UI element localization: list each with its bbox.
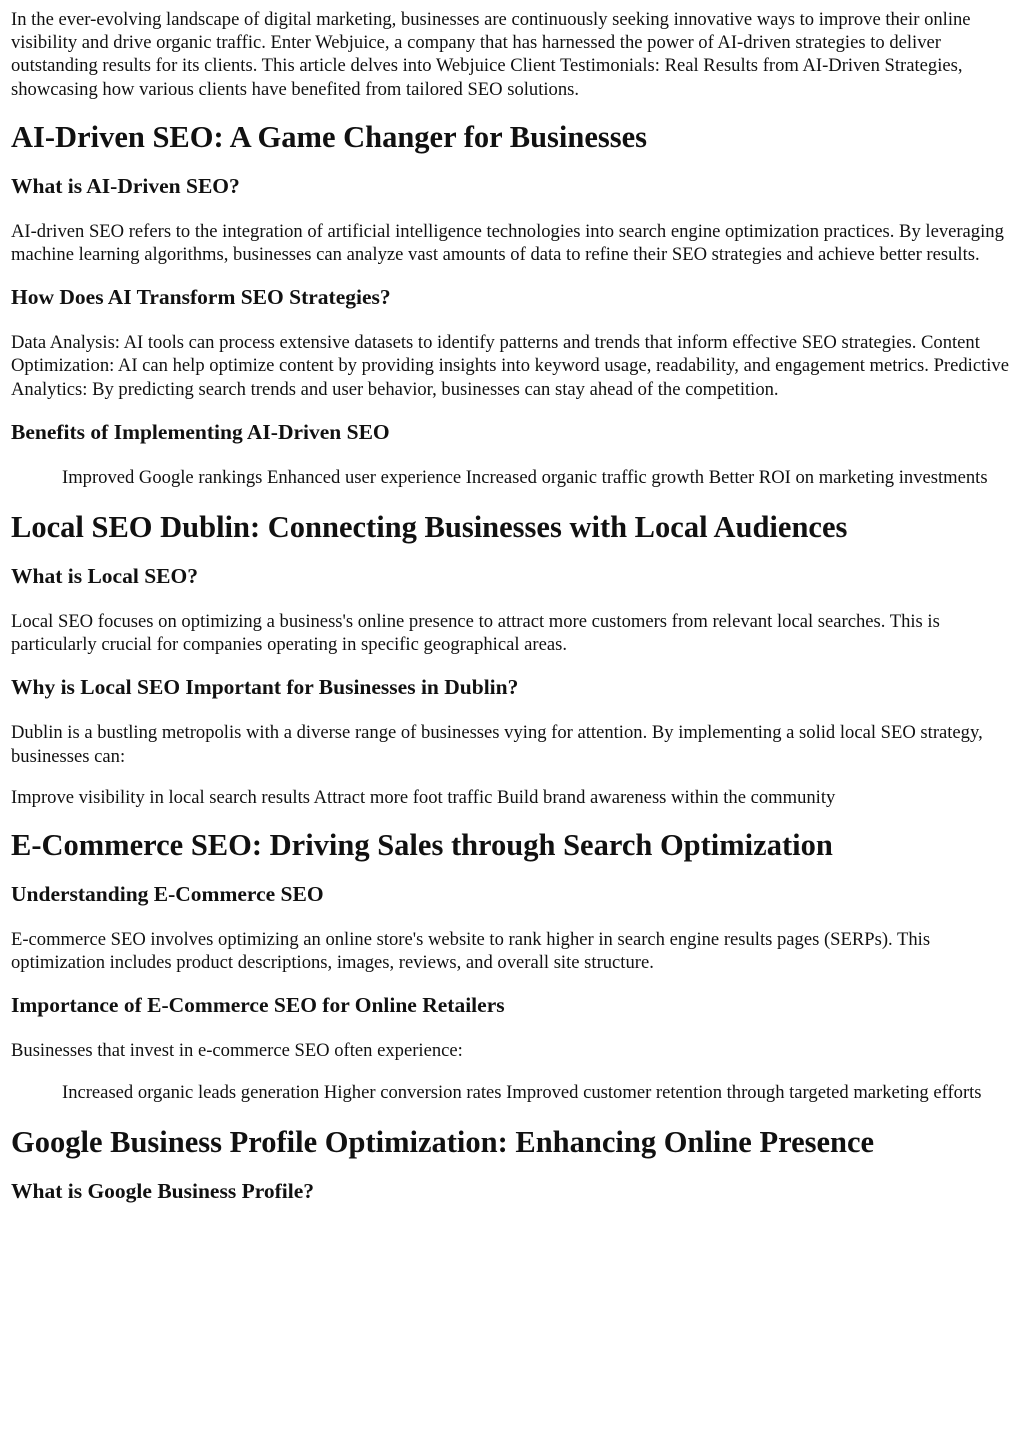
paragraph-understanding-ecommerce: E-commerce SEO involves optimizing an online store's website to rank higher in search engine results pages (SERPs). This optimization includes product descriptions, images, reviews, and overall site structure.	[11, 929, 931, 974]
section-heading-ecommerce-seo: E-Commerce SEO: Driving Sales through Search Optimization	[11, 828, 833, 863]
subheading-what-is-local-seo: What is Local SEO?	[11, 564, 198, 589]
subheading-understanding-ecommerce: Understanding E-Commerce SEO	[11, 882, 324, 907]
subheading-ecommerce-importance: Importance of E-Commerce SEO for Online Retailers	[11, 993, 505, 1018]
section-heading-local-seo: Local SEO Dublin: Connecting Businesses with Local Audiences	[11, 510, 848, 545]
section-heading-gbp: Google Business Profile Optimization: Enhancing Online Presence	[11, 1124, 875, 1159]
quote-ecommerce-benefits: Increased organic leads generation Higher conversion rates Improved customer retention through targeted marketing efforts	[62, 1081, 982, 1103]
paragraph-ecommerce-importance: Businesses that invest in e-commerce SEO often experience:	[11, 1040, 463, 1062]
subheading-local-seo-dublin: Why is Local SEO Important for Businesses in Dublin?	[11, 675, 519, 700]
quote-ai-benefits: Improved Google rankings Enhanced user experience Increased organic traffic growth Better ROI on marketing investments	[62, 466, 988, 488]
paragraph-what-is-ai-seo: AI-driven SEO refers to the integration of artificial intelligence technologies into search engine optimization practices. By leveraging machine learning algorithms, businesses can analyze vast amounts of data to refine their SEO strategies and achieve better results.	[11, 220, 1004, 266]
subheading-ai-benefits: Benefits of Implementing AI-Driven SEO	[11, 419, 390, 444]
subheading-ai-transform: How Does AI Transform SEO Strategies?	[11, 285, 391, 310]
section-heading-ai-seo: AI-Driven SEO: A Game Changer for Businesses	[11, 119, 648, 154]
paragraph-what-is-local-seo: Local SEO focuses on optimizing a business's online presence to attract more customers from relevant local searches. This is particularly crucial for companies operating in specific geographical areas.	[11, 611, 940, 656]
subheading-what-is-gbp: What is Google Business Profile?	[11, 1178, 315, 1203]
paragraph-ai-transform: Data Analysis: AI tools can process extensive datasets to identify patterns and trends that inform effective SEO strategies. Content Optimization: AI can help optimize content by providing insights into keyword usage, readability, and engagement metrics. Predictive Analytics: By predicting search trends and user behavior, businesses can stay ahead of the competition.	[11, 332, 1009, 400]
intro-paragraph: In the ever-evolving landscape of digital marketing, businesses are continuously seeking innovative ways to improve their online visibility and drive organic traffic. Enter Webjuice, a company that has harnessed the power of AI-driven strategies to deliver outstanding results for its clients. This article delves into Webjuice Client Testimonials: Real Results from AI-Driven Strategies, showcasing how various clients have benefited from tailored SEO solutions.	[11, 9, 971, 100]
paragraph-local-seo-list: Improve visibility in local search results Attract more foot traffic Build brand awareness within the community	[11, 786, 836, 808]
paragraph-local-seo-dublin: Dublin is a bustling metropolis with a diverse range of businesses vying for attention. By implementing a solid local SEO strategy, businesses can:	[11, 722, 983, 767]
subheading-what-is-ai-seo: What is AI-Driven SEO?	[11, 173, 240, 198]
